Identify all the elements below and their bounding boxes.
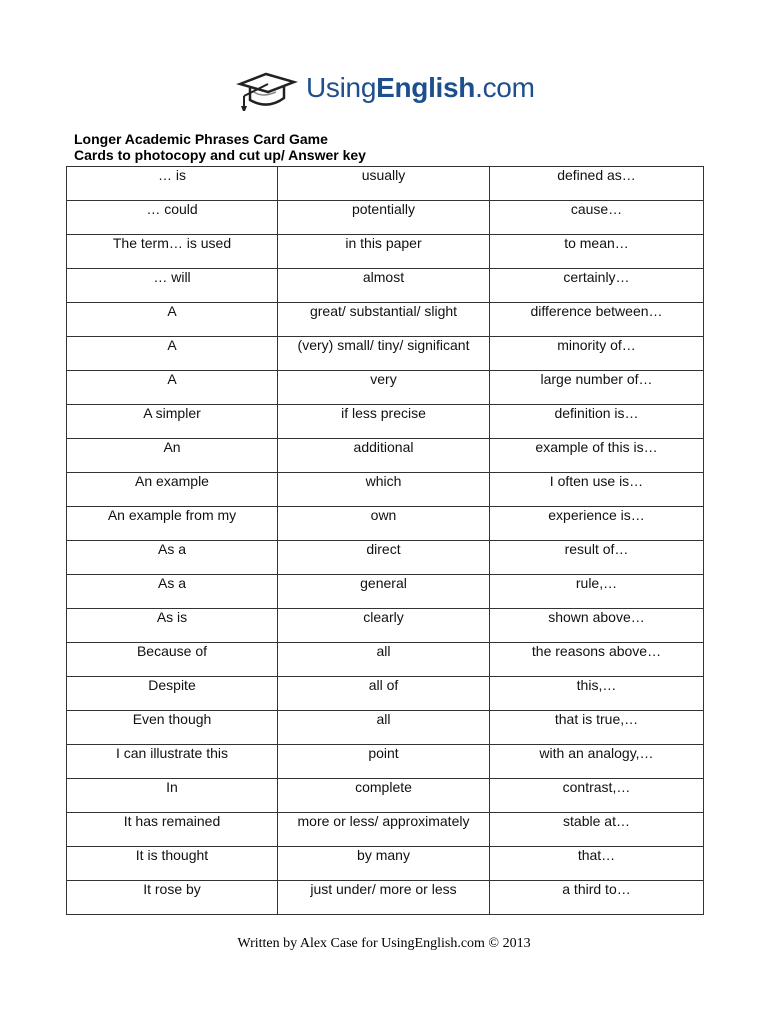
- cell-text: additional: [353, 439, 414, 455]
- table-cell: [67, 405, 278, 439]
- table-cell: [490, 745, 704, 779]
- table-row: [67, 541, 704, 575]
- cell-text: (very) small/ tiny/ significant: [297, 337, 470, 353]
- table-cell: [67, 167, 278, 201]
- table-cell: [490, 813, 704, 847]
- table-cell: [67, 541, 278, 575]
- table-cell: [490, 609, 704, 643]
- cell-text: great/ substantial/ slight: [309, 303, 458, 319]
- cell-text: example of this is…: [535, 439, 658, 455]
- table-cell: [490, 473, 704, 507]
- table-row: [67, 813, 704, 847]
- table-cell: [67, 813, 278, 847]
- table-cell: [67, 609, 278, 643]
- table-cell: [278, 337, 490, 371]
- cell-text: contrast,…: [562, 779, 631, 795]
- cell-text: As a: [157, 541, 186, 557]
- cell-text: rule,…: [575, 575, 618, 591]
- cell-text: result of…: [564, 541, 629, 557]
- table-cell: [278, 473, 490, 507]
- cell-text: general: [360, 575, 407, 591]
- cell-text: A: [167, 371, 177, 387]
- table-cell: [278, 711, 490, 745]
- table-cell: [67, 643, 278, 677]
- table-cell: [490, 235, 704, 269]
- table-cell: [67, 473, 278, 507]
- cell-text: which: [365, 473, 402, 489]
- table-row: [67, 337, 704, 371]
- table-cell: [490, 881, 704, 915]
- cell-text: shown above…: [548, 609, 645, 625]
- table-row: [67, 167, 704, 201]
- table-cell: [67, 507, 278, 541]
- table-cell: [490, 167, 704, 201]
- cell-text: a third to…: [562, 881, 631, 897]
- cell-text: all of: [368, 677, 399, 693]
- cell-text: if less precise: [341, 405, 426, 421]
- table-cell: [490, 337, 704, 371]
- table-cell: [490, 643, 704, 677]
- table-row: [67, 439, 704, 473]
- table-cell: [67, 711, 278, 745]
- table-cell: [67, 371, 278, 405]
- table-cell: [278, 235, 490, 269]
- table-cell: [490, 269, 704, 303]
- table-row: [67, 473, 704, 507]
- cell-text: As is: [156, 609, 188, 625]
- cell-text: usually: [361, 167, 406, 183]
- table-cell: [67, 745, 278, 779]
- cell-text: … is: [158, 167, 186, 183]
- table-row: [67, 235, 704, 269]
- cell-text: An: [163, 439, 181, 455]
- cell-text: in this paper: [345, 235, 422, 251]
- cell-text: all: [376, 643, 391, 659]
- table-cell: [67, 303, 278, 337]
- table-row: [67, 269, 704, 303]
- table-cell: [490, 507, 704, 541]
- cell-text: complete: [355, 779, 412, 795]
- table-cell: [490, 779, 704, 813]
- cell-text: In: [166, 779, 178, 795]
- cell-text: I can illustrate this: [115, 745, 229, 761]
- table-cell: [278, 167, 490, 201]
- table-cell: [278, 439, 490, 473]
- logo-english: English: [376, 72, 476, 103]
- cell-text: experience is…: [548, 507, 645, 523]
- cell-text: more or less/ approximately: [297, 813, 470, 829]
- table-cell: [278, 541, 490, 575]
- cell-text: large number of…: [540, 371, 653, 387]
- graduation-cap-icon: [236, 70, 298, 112]
- logo-using: Using: [306, 72, 377, 103]
- cell-text: that…: [577, 847, 616, 863]
- cell-text: very: [370, 371, 397, 387]
- cell-text: Even though: [132, 711, 212, 727]
- cell-text: It is thought: [135, 847, 209, 863]
- cell-text: It has remained: [123, 813, 221, 829]
- table-cell: [67, 575, 278, 609]
- table-cell: [278, 847, 490, 881]
- table-row: [67, 711, 704, 745]
- table-cell: [278, 405, 490, 439]
- table-cell: [490, 371, 704, 405]
- table-cell: [490, 575, 704, 609]
- table-row: [67, 371, 704, 405]
- cell-text: … will: [153, 269, 191, 285]
- cell-text: potentially: [351, 201, 416, 217]
- table-cell: [67, 337, 278, 371]
- table-cell: [278, 813, 490, 847]
- cell-text: the reasons above…: [531, 643, 662, 659]
- table-row: [67, 201, 704, 235]
- cell-text: certainly…: [563, 269, 630, 285]
- cell-text: As a: [157, 575, 186, 591]
- table-cell: [278, 507, 490, 541]
- cell-text: that is true,…: [554, 711, 639, 727]
- table-cell: [278, 575, 490, 609]
- cell-text: difference between…: [530, 303, 663, 319]
- cell-text: … could: [146, 201, 198, 217]
- table-cell: [67, 269, 278, 303]
- table-row: [67, 575, 704, 609]
- table-row: [67, 779, 704, 813]
- table-cell: [490, 201, 704, 235]
- table-cell: [278, 609, 490, 643]
- cell-text: almost: [362, 269, 405, 285]
- table-row: [67, 745, 704, 779]
- cell-text: Despite: [148, 677, 196, 693]
- cell-text: defined as…: [557, 167, 636, 183]
- table-cell: [490, 405, 704, 439]
- cell-text: The term… is used: [112, 235, 232, 251]
- cell-text: own: [370, 507, 397, 523]
- cell-text: A simpler: [143, 405, 201, 421]
- table-cell: [278, 779, 490, 813]
- cell-text: Because of: [136, 643, 208, 659]
- table-row: [67, 609, 704, 643]
- table-cell: [278, 371, 490, 405]
- cell-text: definition is…: [554, 405, 639, 421]
- cell-text: point: [368, 745, 399, 761]
- table-cell: [278, 303, 490, 337]
- table-row: [67, 405, 704, 439]
- cell-text: A: [167, 303, 177, 319]
- site-logo: [236, 66, 536, 116]
- table-row: [67, 303, 704, 337]
- table-cell: [67, 677, 278, 711]
- table-cell: [278, 643, 490, 677]
- table-cell: [67, 847, 278, 881]
- table-row: [67, 881, 704, 915]
- cell-text: by many: [357, 847, 410, 863]
- table-cell: [67, 779, 278, 813]
- table-cell: [278, 201, 490, 235]
- cell-text: all: [376, 711, 391, 727]
- document-subtitle: Cards to photocopy and cut up/ Answer key: [74, 147, 366, 163]
- cell-text: A: [167, 337, 177, 353]
- document-title: Longer Academic Phrases Card Game: [74, 131, 328, 147]
- table-cell: [67, 881, 278, 915]
- table-cell: [67, 201, 278, 235]
- table-cell: [278, 269, 490, 303]
- table-row: [67, 847, 704, 881]
- table-cell: [278, 677, 490, 711]
- cell-text: I often use is…: [549, 473, 644, 489]
- table-row: [67, 507, 704, 541]
- table-cell: [490, 711, 704, 745]
- cell-text: stable at…: [563, 813, 630, 829]
- table-cell: [490, 677, 704, 711]
- table-cell: [490, 439, 704, 473]
- cell-text: to mean…: [564, 235, 629, 251]
- table-cell: [490, 303, 704, 337]
- table-cell: [278, 881, 490, 915]
- cell-text: just under/ more or less: [310, 881, 457, 897]
- table-cell: [278, 745, 490, 779]
- table-row: [67, 677, 704, 711]
- answer-key-body: [67, 167, 704, 915]
- cell-text: minority of…: [557, 337, 636, 353]
- cell-text: An example: [135, 473, 209, 489]
- logo-dotcom: .com: [475, 72, 535, 103]
- cell-text: with an analogy,…: [539, 745, 654, 761]
- table-cell: [490, 847, 704, 881]
- document-headings: [74, 131, 366, 163]
- cell-text: It rose by: [143, 881, 201, 897]
- table-row: [67, 643, 704, 677]
- table-cell: [490, 541, 704, 575]
- cell-text: cause…: [570, 201, 623, 217]
- table-cell: [67, 235, 278, 269]
- logo-wordmark: [306, 72, 535, 104]
- cell-text: clearly: [363, 609, 404, 625]
- cell-text: An example from my: [107, 507, 237, 523]
- answer-key-table: [66, 166, 704, 915]
- footer-credit: Written by Alex Case for UsingEnglish.com © 2013: [237, 936, 531, 951]
- cell-text: this,…: [576, 677, 617, 693]
- cell-text: direct: [366, 541, 401, 557]
- table-cell: [67, 439, 278, 473]
